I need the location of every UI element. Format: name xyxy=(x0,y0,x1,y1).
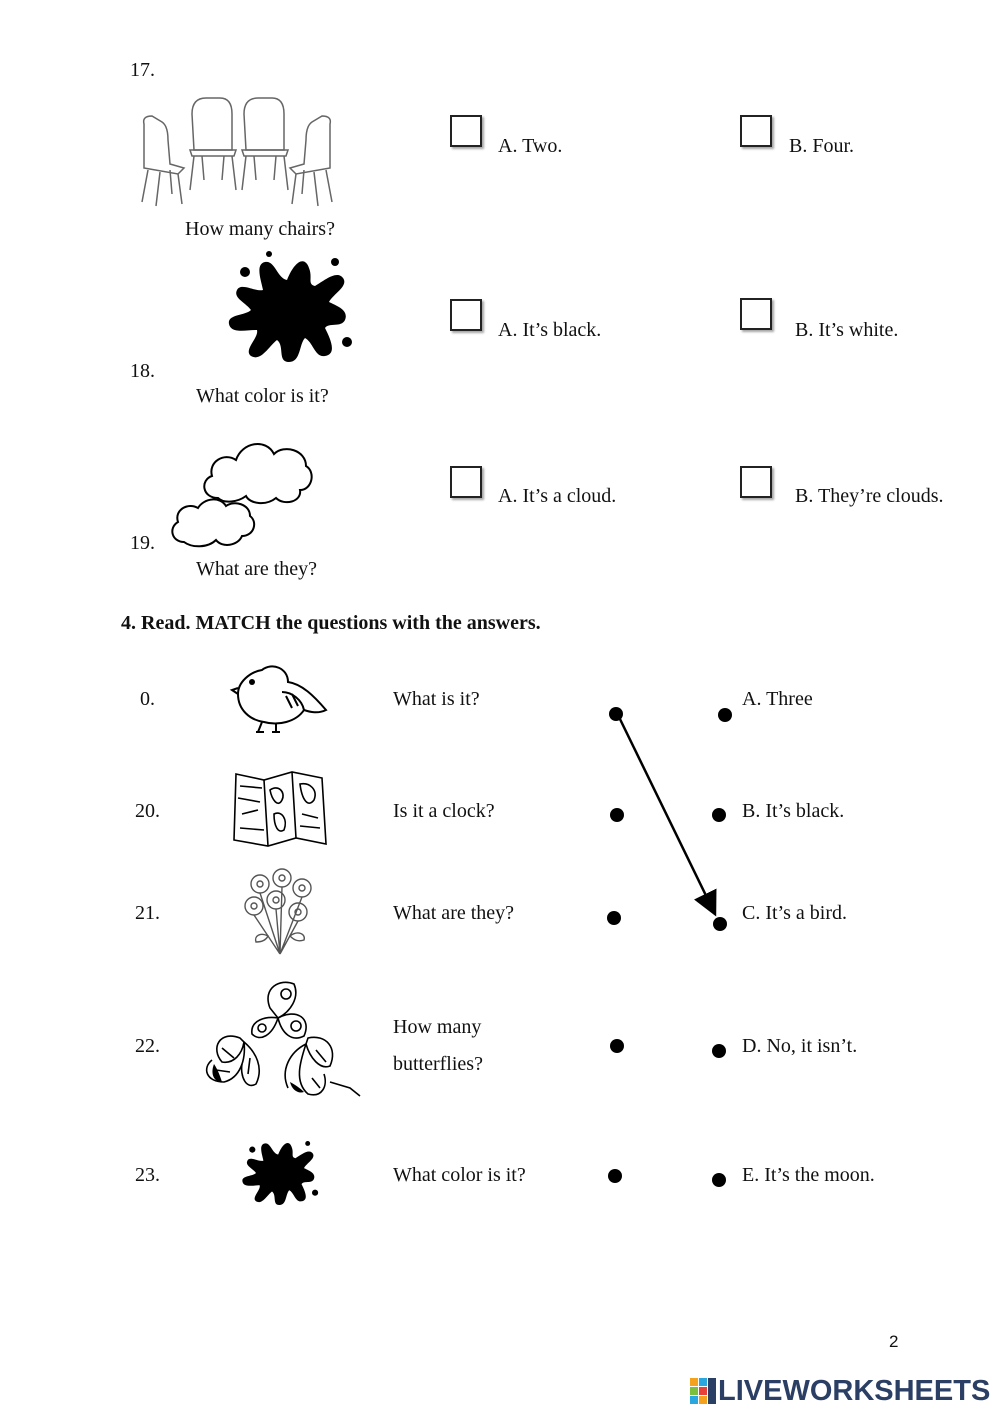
section-4-heading: 4. Read. MATCH the questions with the answers. xyxy=(121,612,541,634)
q19-option-a: A. It’s a cloud. xyxy=(498,485,617,507)
ink-splat-icon xyxy=(240,1136,320,1210)
q17-option-b-checkbox[interactable] xyxy=(740,115,772,147)
match-row-21-answer-dot[interactable] xyxy=(713,917,727,931)
q18-option-b: B. It’s white. xyxy=(795,319,899,341)
liveworksheets-logo xyxy=(690,1373,990,1409)
match-row-0-answer-dot[interactable] xyxy=(718,708,732,722)
q18-number: 18. xyxy=(130,360,155,382)
q18-option-a: A. It’s black. xyxy=(498,319,602,341)
match-row-21-question-dot[interactable] xyxy=(607,911,621,925)
q19-number: 19. xyxy=(130,532,155,554)
q17-option-a: A. Two. xyxy=(498,135,563,157)
match-row-23-question-dot[interactable] xyxy=(608,1169,622,1183)
q18-option-b-checkbox[interactable] xyxy=(740,298,772,330)
match-row-22-question-line1: How many xyxy=(393,1016,482,1038)
match-row-22-number: 22. xyxy=(135,1035,160,1057)
match-row-22-question-dot[interactable] xyxy=(610,1039,624,1053)
ink-splat-icon xyxy=(225,250,355,370)
match-row-0-number: 0. xyxy=(140,688,155,710)
match-row-22-question-line2: butterflies? xyxy=(393,1053,483,1075)
bird-icon xyxy=(232,662,332,736)
q18-question: What color is it? xyxy=(196,385,329,407)
match-row-20-number: 20. xyxy=(135,800,160,822)
liveworksheets-logo-text: LIVEWORKSHEETS xyxy=(718,1374,991,1407)
match-row-22-answer: D. No, it isn’t. xyxy=(742,1035,858,1057)
q18-option-a-checkbox[interactable] xyxy=(450,299,482,331)
match-row-23-question: What color is it? xyxy=(393,1164,526,1186)
match-row-21-answer: C. It’s a bird. xyxy=(742,902,847,924)
q17-option-b: B. Four. xyxy=(789,135,855,157)
butterflies-icon xyxy=(200,978,364,1110)
match-row-20-question: Is it a clock? xyxy=(393,800,495,822)
q17-number: 17. xyxy=(130,59,155,81)
match-row-23-answer-dot[interactable] xyxy=(712,1173,726,1187)
match-row-21-number: 21. xyxy=(135,902,160,924)
flowers-icon xyxy=(240,866,320,956)
match-row-20-answer: B. It’s black. xyxy=(742,800,845,822)
match-row-22-answer-dot[interactable] xyxy=(712,1044,726,1058)
match-row-0-question-dot[interactable] xyxy=(609,707,623,721)
match-row-23-number: 23. xyxy=(135,1164,160,1186)
liveworksheets-logo-icon xyxy=(690,1378,716,1404)
q19-option-a-checkbox[interactable] xyxy=(450,466,482,498)
q19-question: What are they? xyxy=(196,558,318,580)
chairs-icon xyxy=(134,94,344,214)
q19-option-b: B. They’re clouds. xyxy=(795,485,944,507)
match-row-0-question: What is it? xyxy=(393,688,480,710)
match-row-21-question: What are they? xyxy=(393,902,515,924)
q19-option-b-checkbox[interactable] xyxy=(740,466,772,498)
match-row-20-question-dot[interactable] xyxy=(610,808,624,822)
match-row-23-answer: E. It’s the moon. xyxy=(742,1164,875,1186)
clouds-icon xyxy=(166,432,316,552)
q17-question: How many chairs? xyxy=(185,218,335,240)
q17-option-a-checkbox[interactable] xyxy=(450,115,482,147)
map-icon xyxy=(230,770,330,850)
match-row-0-answer: A. Three xyxy=(742,688,813,710)
page-number: 2 xyxy=(889,1332,899,1351)
match-row-20-answer-dot[interactable] xyxy=(712,808,726,822)
